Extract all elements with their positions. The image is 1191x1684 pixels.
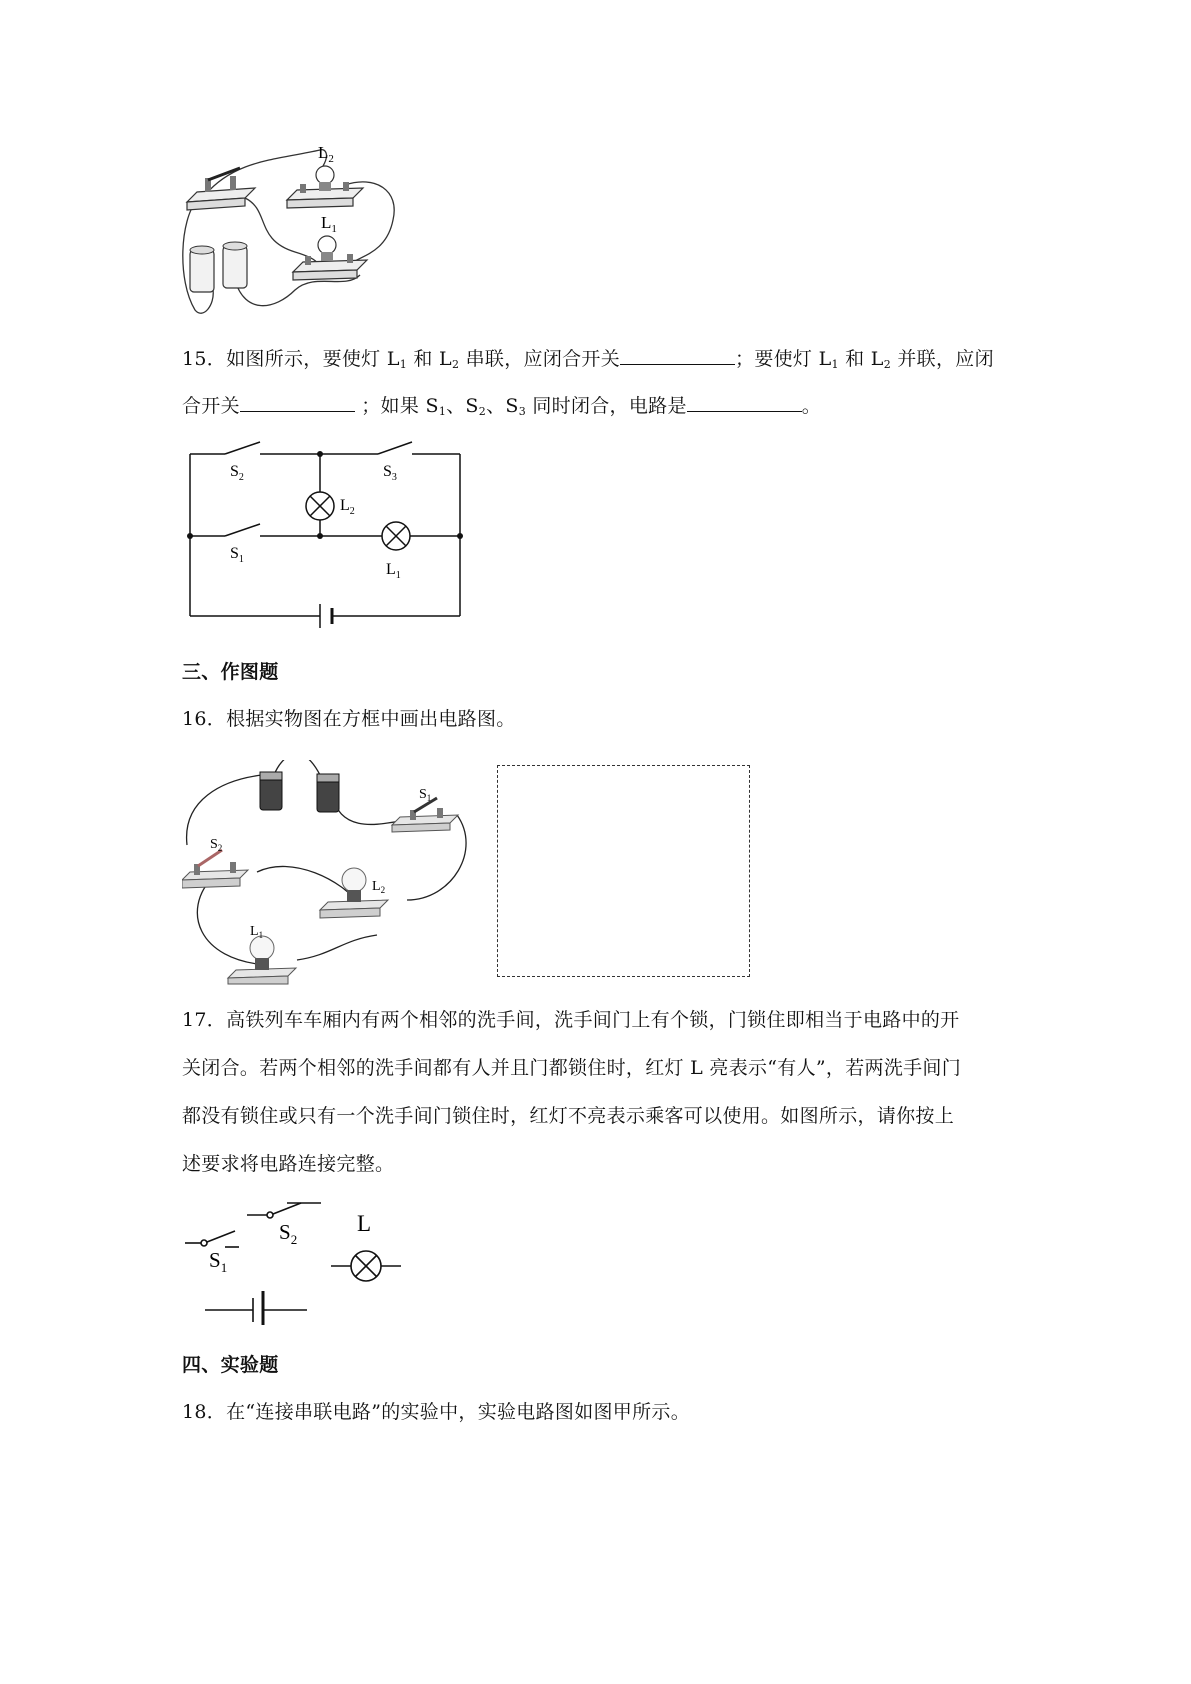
text: 同时闭合，电路是	[526, 395, 687, 417]
label-l2: $L_2$	[372, 879, 386, 895]
lamp-l1-symbol	[382, 522, 410, 550]
q17-line1: 17．高铁列车车厢内有两个相邻的洗手间，洗手间门上有个锁，门锁住即相当于电路中的开	[182, 1009, 960, 1031]
subscript: 2	[451, 358, 460, 371]
question-number: 15．	[182, 348, 227, 370]
junction-dot	[187, 533, 193, 539]
subscript: 1	[438, 405, 447, 418]
q15-line2	[182, 393, 821, 424]
label-l2: $L_2$	[340, 497, 355, 517]
subscript: 3	[518, 405, 526, 418]
battery-cell	[260, 772, 282, 810]
text: 、S	[486, 395, 519, 417]
battery-symbol	[205, 1291, 307, 1325]
switch-s3-blade	[378, 442, 412, 454]
bulb-l2-board	[287, 166, 363, 208]
switch-s2-blade	[225, 442, 260, 454]
knife-switch-s1	[392, 798, 458, 832]
section-title-experiment: 四、实验题	[182, 1354, 279, 1376]
text: 并联，应闭	[891, 348, 994, 370]
text: ；如果 S	[361, 395, 439, 417]
section-title-drawing: 三、作图题	[182, 661, 279, 683]
figure-physical-circuit-1	[175, 140, 415, 325]
wire	[187, 775, 262, 845]
battery-cell	[190, 246, 214, 292]
junction-dot	[457, 533, 463, 539]
label-s2: $S_2$	[230, 463, 244, 483]
drawing-answer-box[interactable]	[497, 765, 750, 977]
battery-cell	[317, 774, 339, 812]
subscript: 1	[399, 358, 408, 371]
answer-blank-1[interactable]	[620, 346, 735, 365]
battery-cell	[223, 242, 247, 288]
text: 。	[801, 395, 822, 417]
junction-dot	[317, 451, 323, 457]
q17-line4: 述要求将电路连接完整。	[182, 1153, 395, 1175]
figure-components-17	[185, 1195, 405, 1325]
q16-text: 16．根据实物图在方框中画出电路图。	[182, 708, 516, 730]
wire	[297, 935, 377, 960]
label-l2: $L_2$	[318, 143, 334, 165]
label-s2: $S_2$	[279, 1220, 298, 1247]
figure-circuit-schematic-15	[180, 440, 480, 630]
label-s1: $S_1$	[419, 787, 432, 803]
knife-switch-s2	[182, 850, 248, 888]
label-l1: $L_1$	[321, 213, 337, 235]
q15-line1	[182, 346, 994, 377]
q17-line2: 关闭合。若两个相邻的洗手间都有人并且门都锁住时，红灯 L 亮表示“有人”，若两洗手间门	[182, 1057, 962, 1079]
switch-s1-blade	[225, 524, 260, 536]
label-s1: $S_1$	[209, 1248, 228, 1275]
text: 和 L	[838, 348, 884, 370]
text: 、S	[446, 395, 479, 417]
subscript: 2	[883, 358, 892, 371]
text: ；要使灯 L	[735, 348, 832, 370]
junction-dot	[317, 533, 323, 539]
switch-s1-symbol	[185, 1231, 239, 1247]
label-s3: $S_3$	[383, 463, 397, 483]
bulb-l1-board	[293, 236, 367, 280]
answer-blank-2[interactable]	[240, 393, 355, 412]
wire	[205, 150, 326, 195]
knife-switch	[187, 168, 255, 210]
label-l1: $L_1$	[386, 561, 401, 581]
label-s1: $S_1$	[230, 545, 244, 565]
text: 合开关	[182, 395, 240, 417]
switch-s2-symbol	[247, 1203, 321, 1218]
subscript: 2	[478, 405, 487, 418]
lamp-l2-symbol	[306, 492, 334, 520]
q17-line3: 都没有锁住或只有一个洗手间门锁住时，红灯不亮表示乘客可以使用。如图所示，请你按上	[182, 1105, 955, 1127]
text: 和 L	[407, 348, 452, 370]
text: 如图所示，要使灯 L	[226, 348, 400, 370]
lamp-l-symbol	[331, 1251, 401, 1281]
answer-blank-3[interactable]	[687, 393, 802, 412]
label-s2: $S_2$	[210, 837, 223, 853]
figure-physical-circuit-16	[182, 760, 482, 985]
subscript: 1	[831, 358, 839, 371]
text: 串联，应闭合开关	[459, 348, 621, 370]
label-l: L	[357, 1211, 372, 1236]
q18-text: 18．在“连接串联电路”的实验中，实验电路图如图甲所示。	[182, 1401, 691, 1423]
label-l1: $L_1$	[250, 924, 264, 940]
